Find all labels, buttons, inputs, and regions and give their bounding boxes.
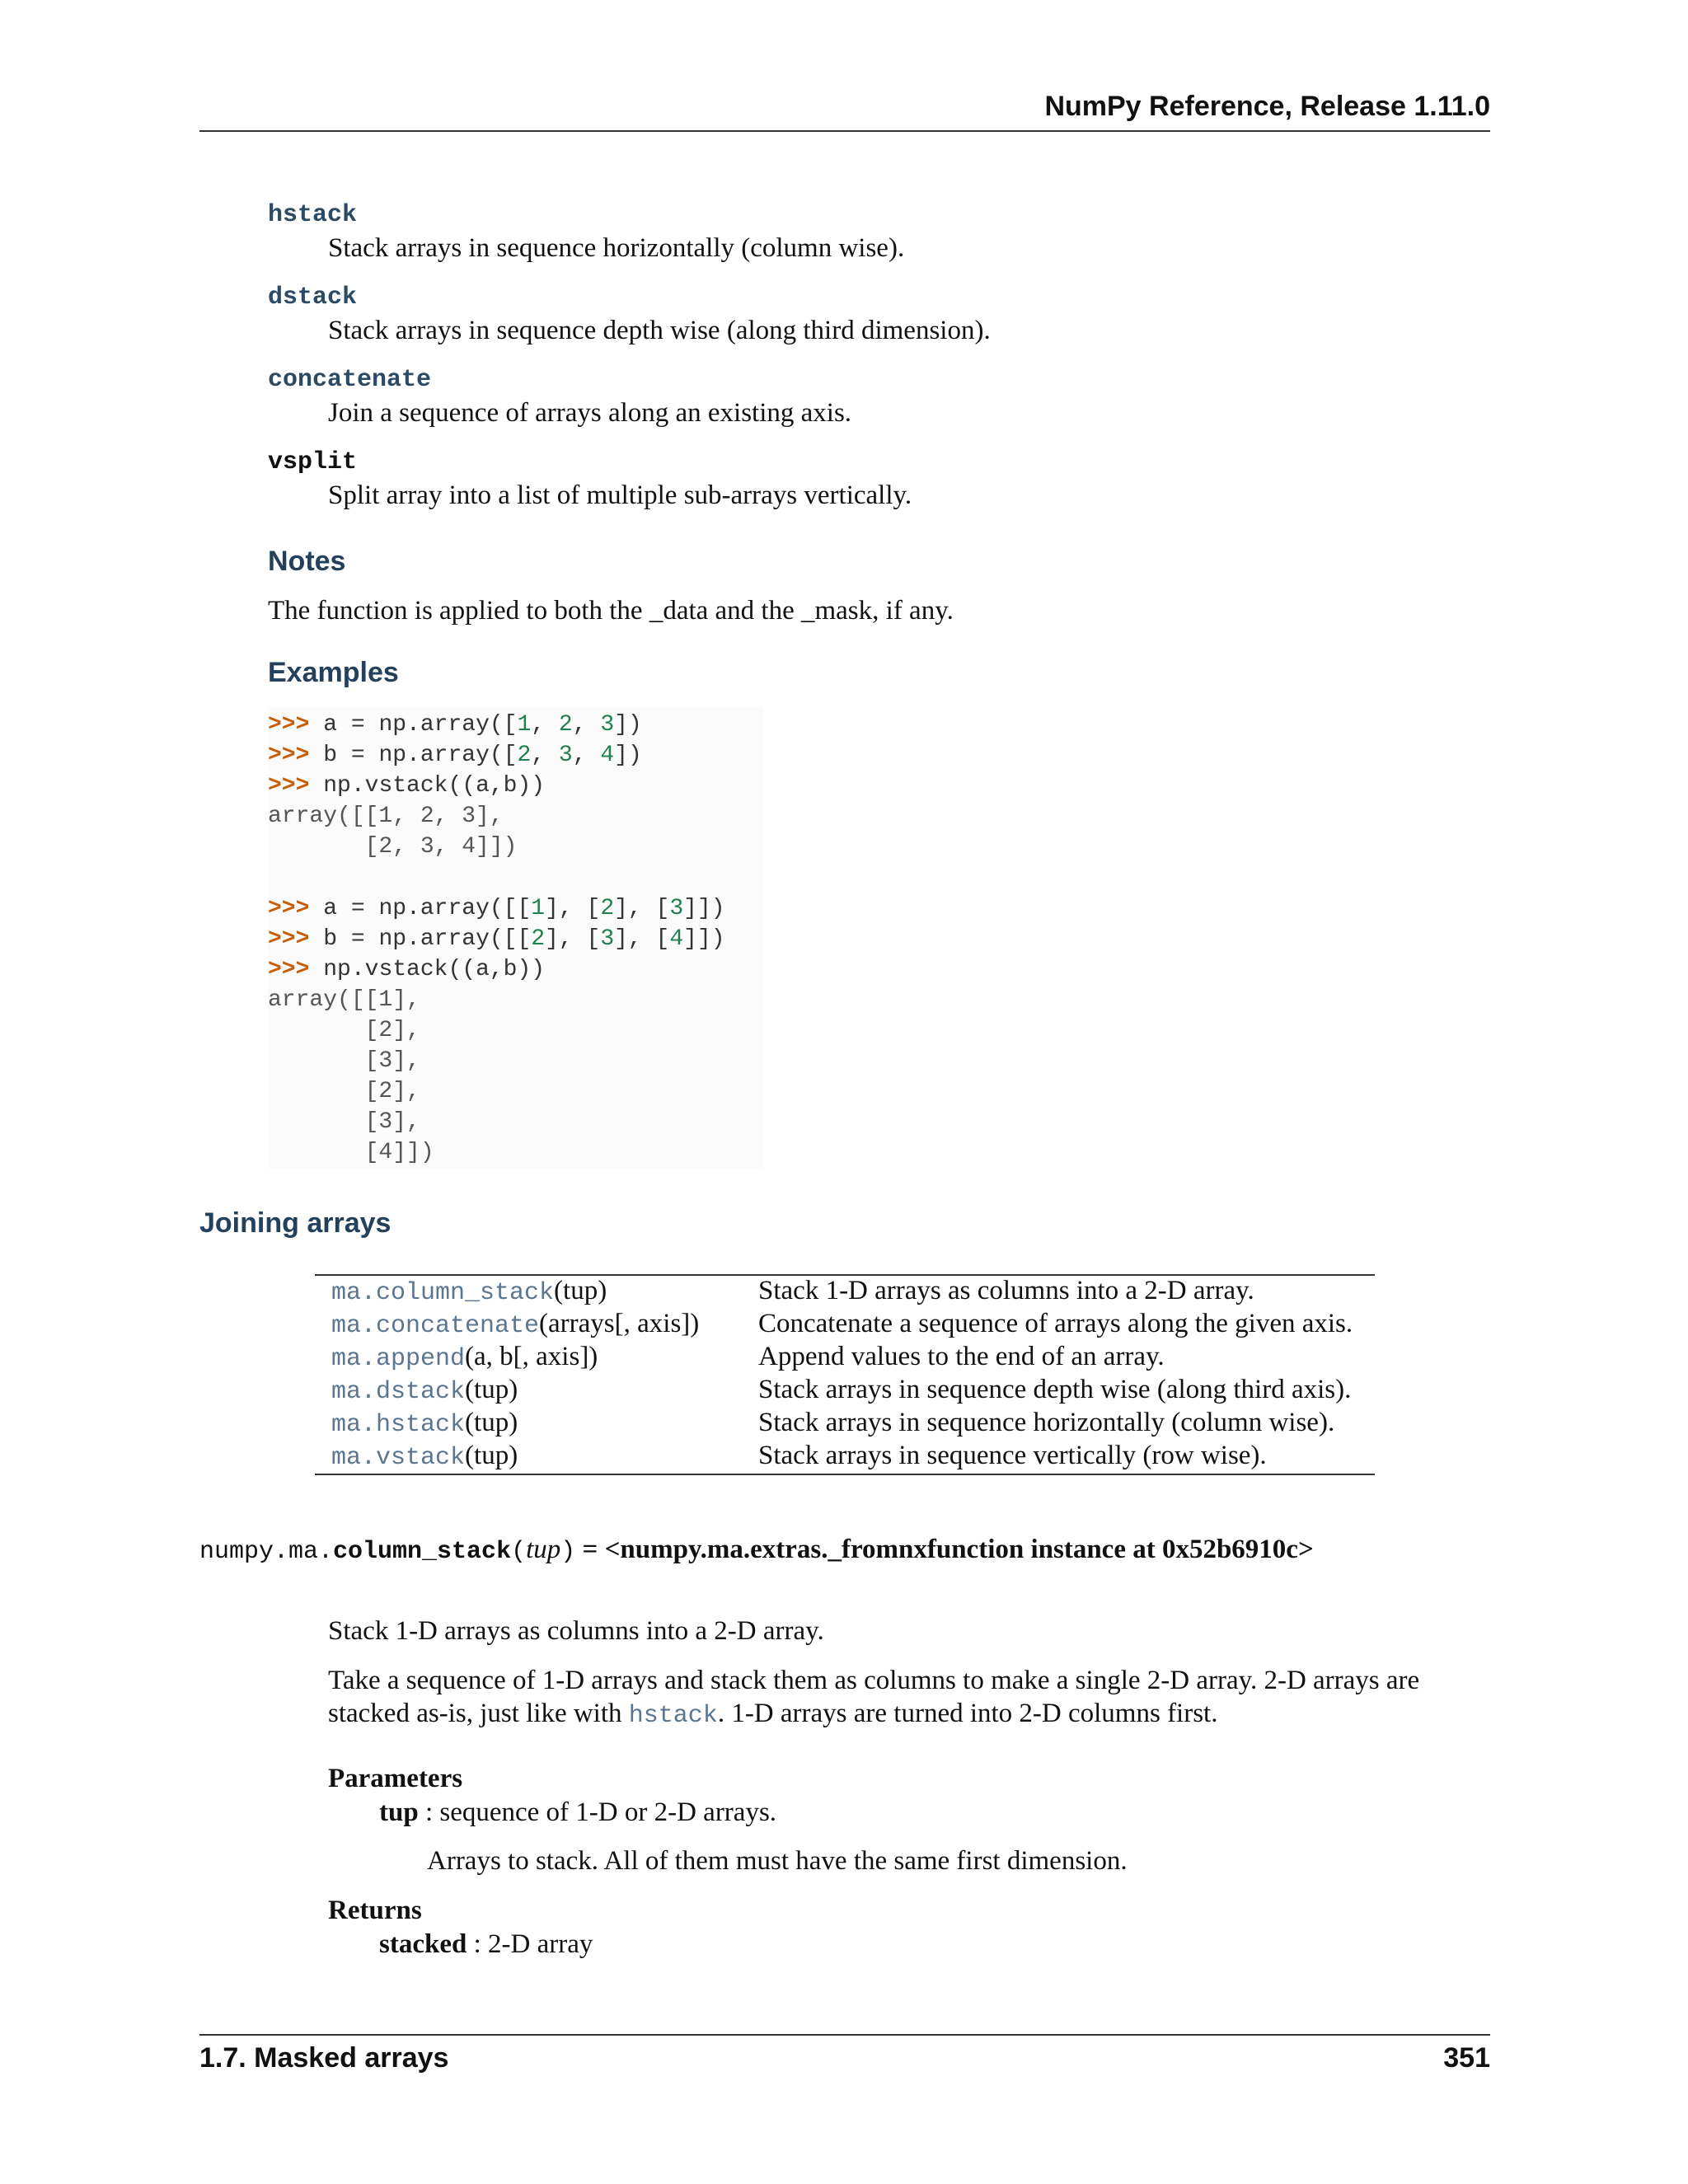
code-text: b = np.array([2, 3, 4]) — [323, 743, 642, 768]
code-line — [268, 896, 725, 921]
code-text: b = np.array([[2], [3], [4]]) — [323, 926, 725, 952]
function-link[interactable]: ma.append — [331, 1345, 466, 1373]
see-also-desc: Stack arrays in sequence depth wise (along third dimension). — [328, 316, 991, 345]
function-link[interactable]: ma.hstack — [331, 1411, 466, 1439]
examples-heading: Examples — [268, 657, 399, 688]
parameters-heading: Parameters — [328, 1764, 463, 1793]
function-desc: Concatenate a sequence of arrays along the given axis. — [758, 1309, 1353, 1338]
code-prompt: >>> — [268, 896, 310, 921]
signature-module: numpy.ma. — [199, 1538, 334, 1566]
code-line — [268, 957, 545, 982]
signature-open-paren: ( — [511, 1538, 527, 1566]
running-header: NumPy Reference, Release 1.11.0 — [1044, 91, 1490, 122]
table-bottom-rule — [315, 1474, 1375, 1475]
page-number: 351 — [1443, 2042, 1490, 2074]
description-line-1: Take a sequence of 1-D arrays and stack them as columns to make a single 2-D array. 2-D arrays are — [328, 1666, 1420, 1695]
table-row — [331, 1309, 1375, 1342]
see-also-desc: Stack arrays in sequence horizontally (column wise). — [328, 233, 905, 263]
code-output: array([[1], — [268, 987, 420, 1013]
see-also-desc: Join a sequence of arrays along an existing axis. — [328, 398, 852, 428]
description-text: . 1-D arrays are turned into 2-D columns first. — [717, 1699, 1218, 1728]
function-cell — [331, 1408, 518, 1439]
code-output: [3], — [268, 1048, 420, 1074]
signature-value: = <numpy.ma.extras._fromnxfunction instance at 0x52b6910c> — [575, 1535, 1314, 1564]
function-signature — [199, 1535, 1314, 1566]
return-entry — [379, 1929, 593, 1960]
code-line — [268, 743, 642, 768]
function-link[interactable]: ma.column_stack — [331, 1279, 555, 1307]
code-text: np.vstack((a,b)) — [323, 773, 546, 799]
code-prompt: >>> — [268, 957, 310, 982]
see-also-name-vsplit: vsplit — [268, 448, 358, 476]
table-row — [331, 1375, 1375, 1408]
notes-text: The function is applied to both the _data and the _mask, if any. — [268, 596, 954, 626]
signature-param: tup — [526, 1535, 561, 1564]
code-output: [4]]) — [268, 1140, 434, 1165]
table-row — [331, 1342, 1375, 1375]
function-args: (tup) — [465, 1375, 518, 1404]
function-cell — [331, 1309, 699, 1340]
see-also-link-dstack[interactable]: dstack — [268, 284, 358, 312]
code-output: [2], — [268, 1079, 420, 1104]
parameter-entry — [379, 1797, 776, 1828]
hstack-link[interactable]: hstack — [628, 1702, 718, 1730]
see-also-desc: Split array into a list of multiple sub-arrays vertically. — [328, 480, 912, 510]
signature-close-paren: ) — [560, 1538, 576, 1566]
return-name: stacked — [379, 1929, 467, 1959]
footer-section: 1.7. Masked arrays — [199, 2042, 449, 2074]
function-desc: Stack arrays in sequence vertically (row wise). — [758, 1441, 1267, 1470]
function-args: (tup) — [554, 1276, 607, 1305]
return-type: : 2-D array — [467, 1929, 593, 1959]
table-row — [331, 1408, 1375, 1441]
function-args: (a, b[, axis]) — [465, 1342, 598, 1371]
summary-text: Stack 1-D arrays as columns into a 2-D array. — [328, 1616, 824, 1646]
function-link[interactable]: ma.dstack — [331, 1378, 466, 1406]
code-output: [2, 3, 4]]) — [268, 834, 518, 860]
code-line — [268, 712, 642, 738]
code-line — [268, 926, 725, 952]
function-cell — [331, 1342, 598, 1373]
code-text: np.vstack((a,b)) — [323, 957, 546, 982]
code-output: [3], — [268, 1109, 420, 1135]
footer-rule — [199, 2034, 1490, 2036]
code-prompt: >>> — [268, 743, 310, 768]
parameter-desc: Arrays to stack. All of them must have the same first dimension. — [427, 1846, 1128, 1876]
function-desc: Stack arrays in sequence depth wise (along third axis). — [758, 1375, 1352, 1404]
signature-name: column_stack — [333, 1538, 512, 1566]
code-prompt: >>> — [268, 926, 310, 952]
description-text: stacked as-is, just like with — [328, 1699, 629, 1728]
function-link[interactable]: ma.concatenate — [331, 1312, 540, 1340]
see-also-link-concatenate[interactable]: concatenate — [268, 366, 432, 394]
function-desc: Stack 1-D arrays as columns into a 2-D array. — [758, 1276, 1254, 1305]
function-args: (tup) — [465, 1408, 518, 1437]
notes-heading: Notes — [268, 546, 346, 577]
code-text: a = np.array([1, 2, 3]) — [323, 712, 642, 738]
table-row — [331, 1441, 1375, 1474]
see-also-link-hstack[interactable]: hstack — [268, 201, 358, 229]
function-cell — [331, 1441, 518, 1472]
function-desc: Append values to the end of an array. — [758, 1342, 1165, 1371]
function-link[interactable]: ma.vstack — [331, 1444, 466, 1472]
code-output: array([[1, 2, 3], — [268, 804, 504, 829]
function-desc: Stack arrays in sequence horizontally (column wise). — [758, 1408, 1335, 1437]
parameter-type: : sequence of 1-D or 2-D arrays. — [418, 1797, 777, 1827]
function-cell — [331, 1375, 518, 1406]
header-rule — [199, 130, 1490, 132]
function-cell — [331, 1276, 607, 1307]
joining-arrays-heading: Joining arrays — [199, 1207, 392, 1239]
returns-heading: Returns — [328, 1896, 422, 1925]
code-text: a = np.array([[1], [2], [3]]) — [323, 896, 725, 921]
description-line-2 — [328, 1699, 1217, 1730]
parameter-name: tup — [379, 1797, 419, 1827]
function-args: (arrays[, axis]) — [539, 1309, 700, 1338]
function-args: (tup) — [465, 1441, 518, 1470]
code-prompt: >>> — [268, 773, 310, 799]
table-row — [331, 1276, 1375, 1309]
code-line — [268, 773, 545, 799]
code-prompt: >>> — [268, 712, 310, 738]
code-output: [2], — [268, 1018, 420, 1043]
